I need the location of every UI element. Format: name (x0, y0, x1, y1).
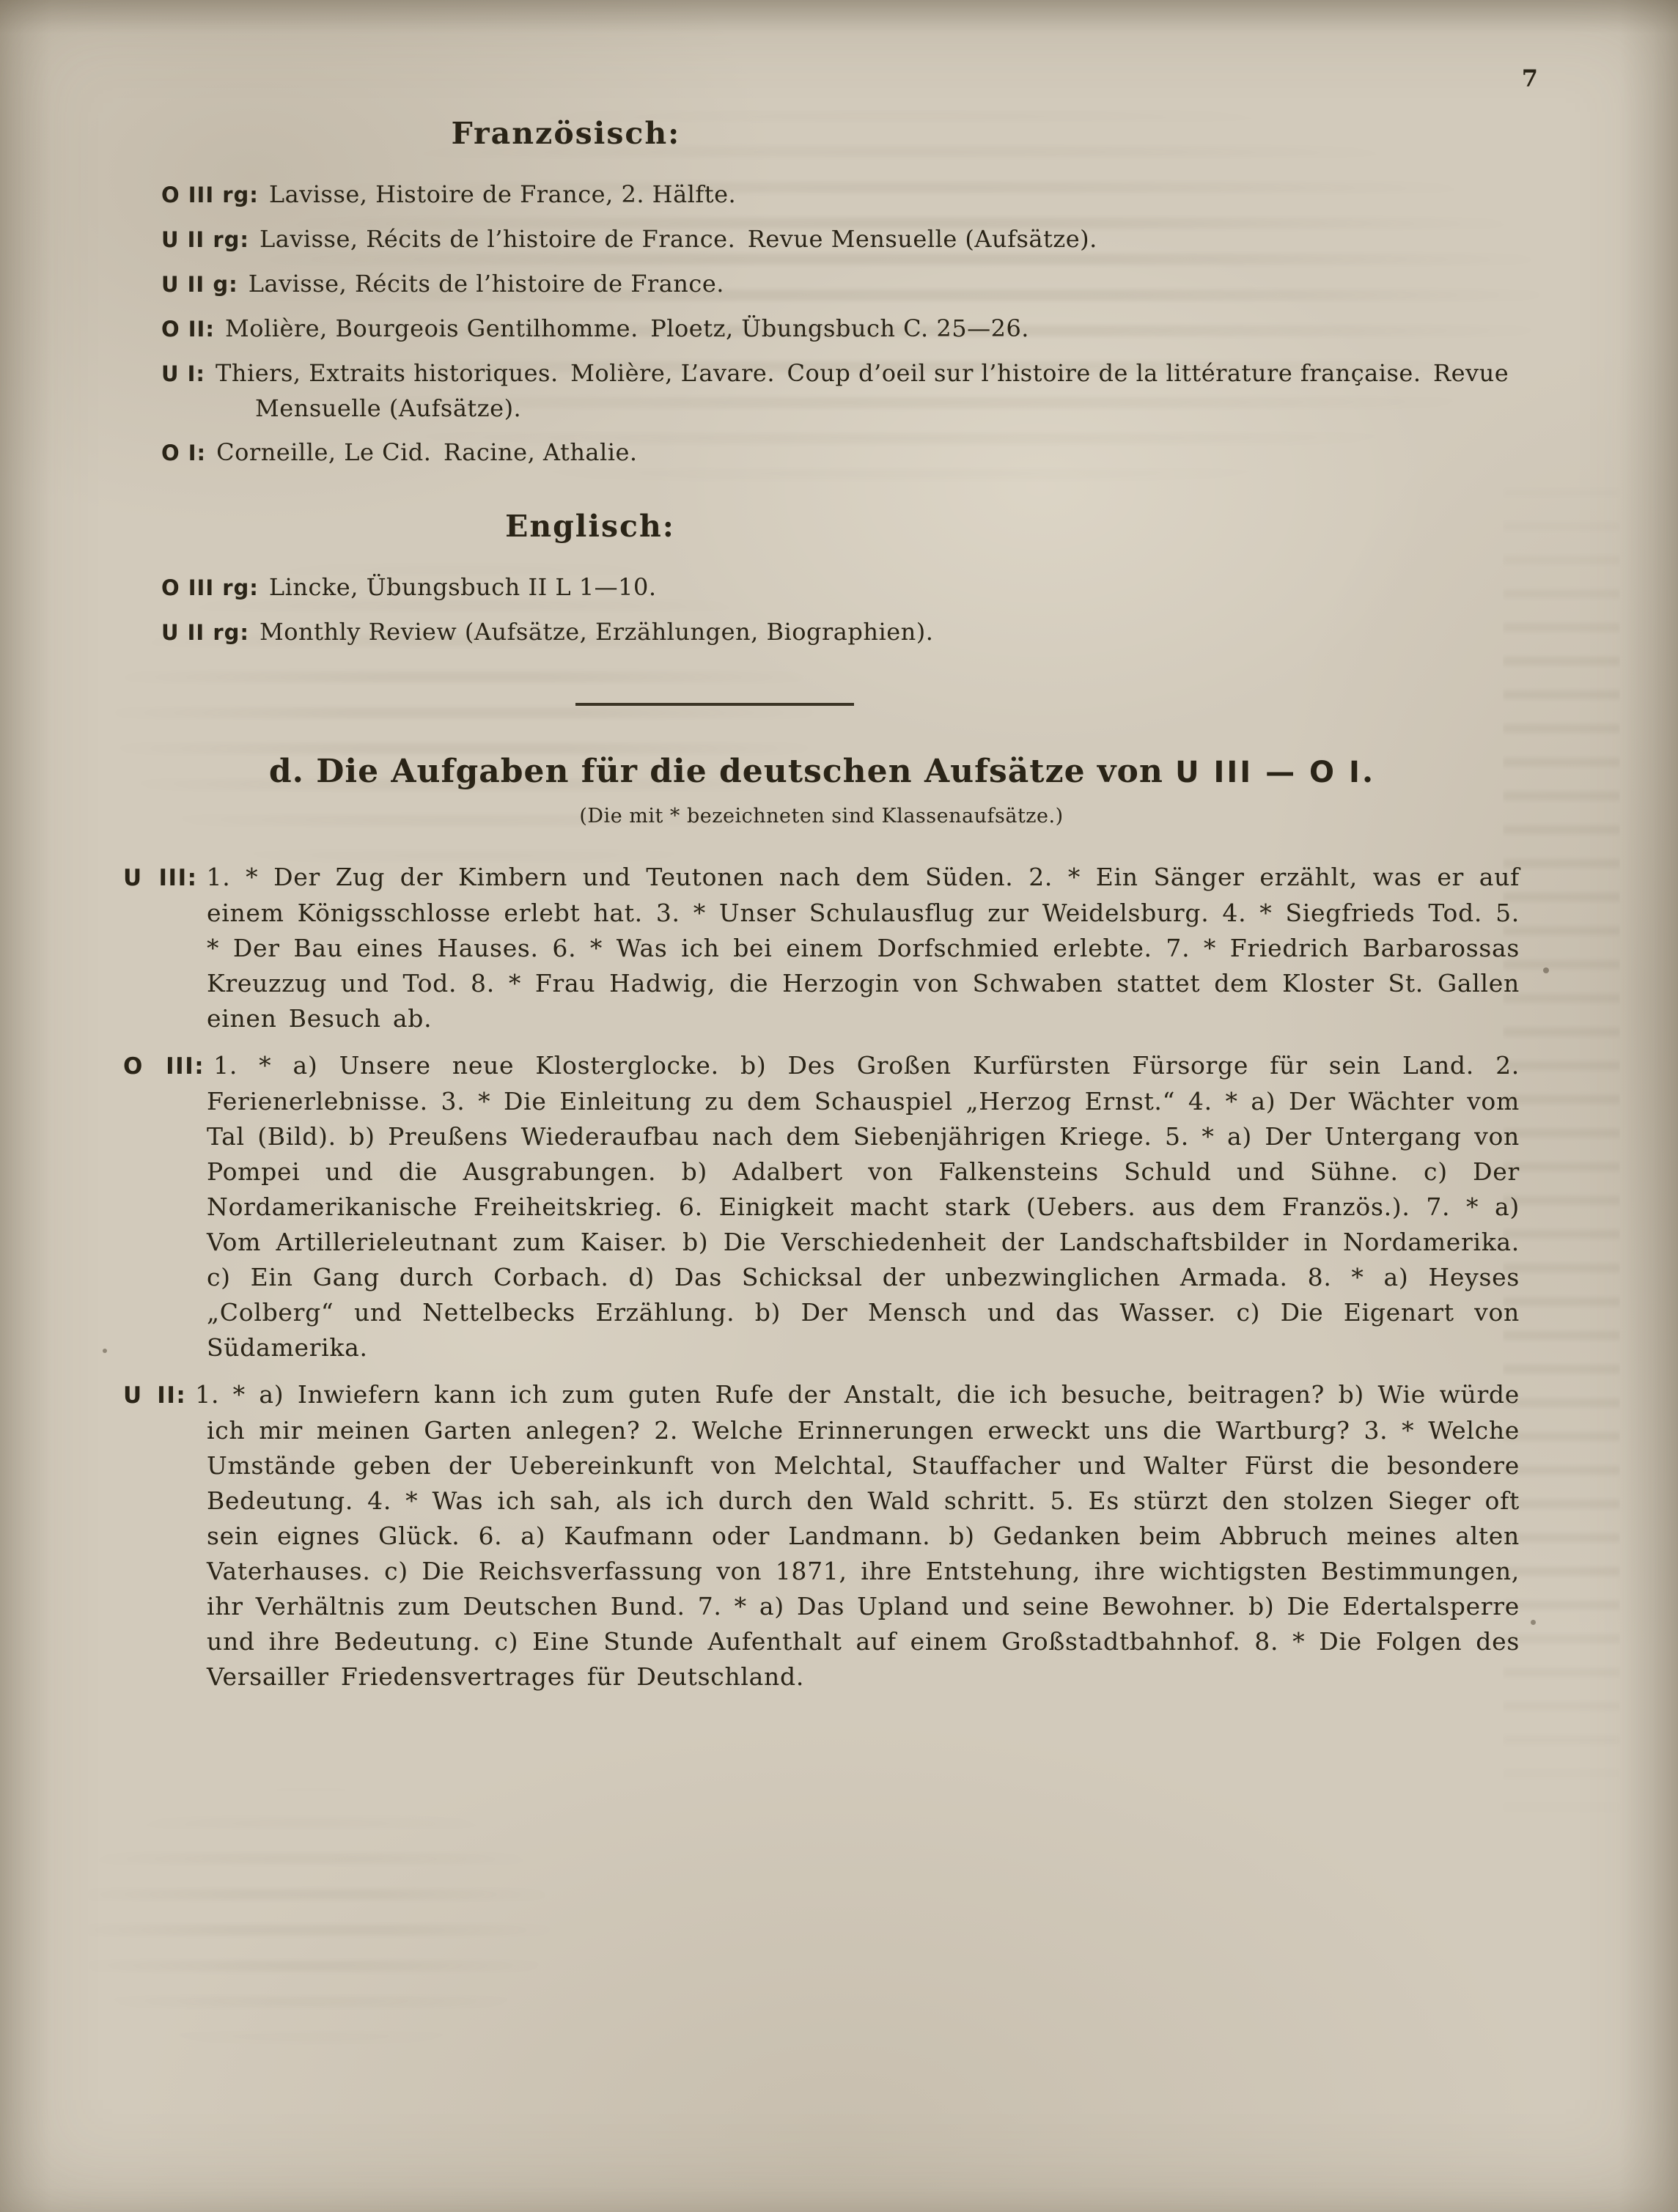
class-level-label: O I: (161, 440, 207, 465)
class-level-label: U II rg: (161, 227, 249, 252)
essay-title-class-range: U III — O I (1175, 756, 1362, 789)
paper-speck (103, 1349, 107, 1353)
book-titles: Lavisse, Récits de l’histoire de France. (248, 270, 724, 298)
french-book-list (123, 177, 1520, 471)
essay-entry (123, 1048, 1520, 1365)
class-level-label: U II g: (161, 272, 238, 297)
essay-entry-text: 1. * a) Unsere neue Klosterglocke. b) Des Großen Kurfürsten Fürsorge für sein Land. 2. Ferienerlebnisse. 3. * Die Einleitung zu dem Schauspiel „Herzog Ernst.“ 4. * a) Der Wächter vom Tal (Bild). b) Preußens Wiederaufbau nach dem Siebenjährigen Kriege. 5. * a) Der Untergang von Pompei und die Ausgrabungen. b) Adalbert von Falkensteins Schuld und Sühne. c) Der Nordamerikanische Freiheitskrieg. 6. Einigkeit macht stark (Uebers. aus dem Französ.). 7. * a) Vom Artillerieleutnant zum Kaiser. b) Die Verschiedenheit der Landschaftsbilder in Nordamerika. c) Ein Gang durch Corbach. d) Das Schicksal der unbezwinglichen Armada. 8. * a) Heyses „Colberg“ und Nettelbecks Erzählung. b) Der Mensch und das Wasser. c) Die Eigenart von Südamerika. (207, 1051, 1520, 1362)
section-heading-english: Englisch: (505, 509, 675, 544)
essay-title-prefix: d. Die Aufgaben für die deutschen Aufsätze von (268, 753, 1176, 790)
bleed-through-texture (1503, 454, 1620, 1847)
book-titles: Thiers, Extraits historiques. Molière, L’avare. Coup d’oeil sur l’histoire de la littérature française. Revue Mensuelle (Aufsätze). (216, 359, 1509, 422)
essay-title-suffix: . (1361, 753, 1375, 790)
essay-entry-text: 1. * a) Inwiefern kann ich zum guten Rufe der Anstalt, die ich besuche, beitragen? b) Wie würde ich mir meinen Garten anlegen? 2. Welche Erinnerungen erweckt uns die Wartburg? 3. * Welche Umstände geben der Uebereinkunft von Melchtal, Stauffacher und Walter Fürst die besondere Bedeutung. 4. * Was ich sah, als ich durch den Wald schritt. 5. Es stürzt den stolzen Sieger oft sein eignes Glück. 6. a) Kaufmann oder Landmann. b) Gedanken beim Abbruch meines alten Vaterhauses. c) Die Reichsverfassung von 1871, ihre Entstehung, ihre wichtigsten Bestimmungen, ihr Verhältnis zum Deutschen Bund. 7. * a) Das Upland und seine Bewohner. b) Die Edertalsperre und ihre Bedeutung. c) Eine Stunde Aufenthalt auf einem Großstadtbahnhof. 8. * Die Folgen des Versailler Friedensvertrages für Deutschland. (195, 1380, 1520, 1691)
essay-entry (123, 860, 1520, 1036)
paper-speck (1543, 967, 1549, 973)
book-item (161, 356, 1520, 426)
bleed-through-texture (88, 1781, 645, 2096)
class-level-label: O III rg: (161, 183, 259, 207)
essay-section-title (123, 753, 1520, 790)
book-titles: Monthly Review (Aufsätze, Erzählungen, Biographien). (259, 618, 934, 646)
essay-entry-label: U II: (123, 1382, 187, 1409)
essay-section-subtitle: (Die mit * bezeichneten sind Klassenaufsätze.) (579, 805, 1064, 827)
english-book-list (123, 570, 1520, 650)
book-item (161, 435, 1520, 471)
page-number: 7 (1521, 64, 1539, 92)
essay-entry-text: 1. * Der Zug der Kimbern und Teutonen nach dem Süden. 2. * Ein Sänger erzählt, was er auf einem Königsschlosse erlebt hat. 3. * Unser Schulausflug zur Weidelsburg. 4. * Siegfrieds Tod. 5. * Der Bau eines Hauses. 6. * Was ich bei einem Dorfschmied erlebte. 7. * Friedrich Barbarossas Kreuzzug und Tod. 8. * Frau Hadwig, die Herzogin von Schwaben stattet dem Kloster St. Gallen einen Besuch ab. (206, 863, 1520, 1033)
book-titles: Lavisse, Récits de l’histoire de France. Revue Mensuelle (Aufsätze). (259, 225, 1097, 253)
class-level-label: O II: (161, 317, 215, 342)
class-level-label: U II rg: (161, 620, 249, 645)
class-level-label: U I: (161, 361, 206, 386)
class-level-label: O III rg: (161, 575, 259, 600)
paper-speck (1531, 1620, 1536, 1625)
book-titles: Lavisse, Histoire de France, 2. Hälfte. (268, 180, 737, 208)
book-titles: Molière, Bourgeois Gentilhomme. Ploetz, Übungsbuch C. 25—26. (224, 314, 1029, 342)
book-item (161, 222, 1520, 257)
essay-entry (123, 1377, 1520, 1695)
book-titles: Corneille, Le Cid. Racine, Athalie. (216, 438, 638, 466)
book-item (161, 570, 1520, 605)
essay-entry-label: O III: (123, 1053, 205, 1080)
page-content (123, 116, 1520, 1706)
section-divider (575, 703, 854, 706)
book-titles: Lincke, Übungsbuch II L 1—10. (268, 573, 657, 601)
essay-entry-label: U III: (123, 865, 198, 891)
book-item (161, 267, 1520, 302)
book-item (161, 311, 1520, 347)
book-item (161, 615, 1520, 650)
section-heading-french: Französisch: (451, 116, 681, 151)
book-item (161, 177, 1520, 213)
